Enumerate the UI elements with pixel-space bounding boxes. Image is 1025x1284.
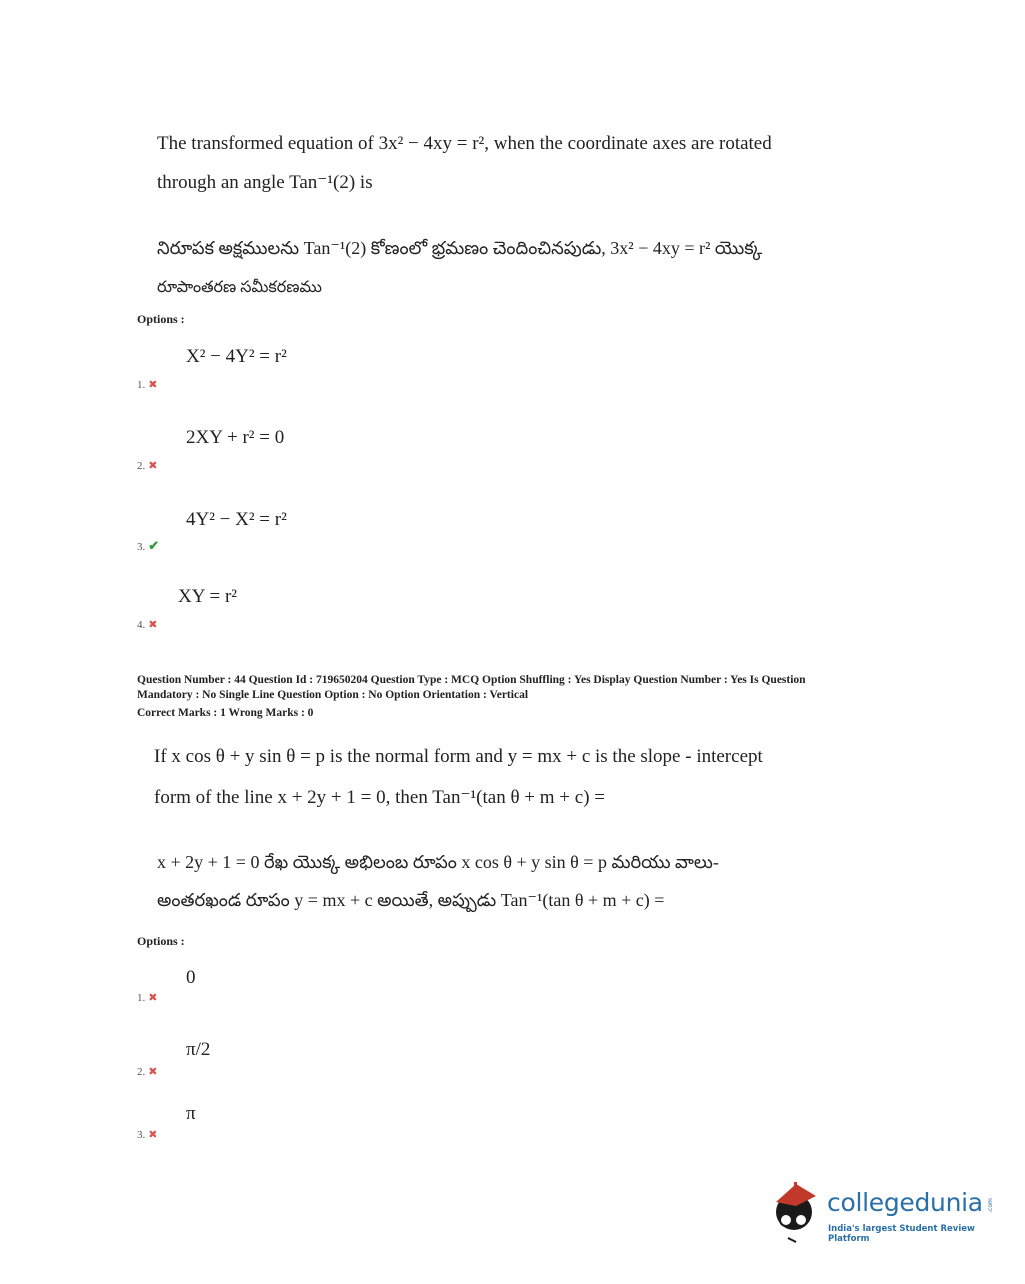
question-43-line-1: The transformed equation of 3x² − 4xy = r², when the coordinate axes are rotated — [157, 133, 772, 154]
question-44-line-1: If x cos θ + y sin θ = p is the normal form and y = mx + c is the slope - intercept — [154, 746, 763, 767]
q43-option-3[interactable] — [137, 538, 159, 554]
q43-option-1[interactable] — [137, 378, 157, 391]
q43-option-2[interactable] — [137, 459, 157, 472]
option-number: 1. — [137, 992, 146, 1004]
mascot-icon — [766, 1176, 826, 1246]
question-43-text-en — [157, 124, 877, 202]
question-44-meta — [137, 673, 897, 721]
wrong-icon: ✖ — [148, 460, 158, 472]
question-44-te-line-2: అంతరఖండ రూపం y = mx + c అయితే, అప్పుడు Tan⁻¹(tan θ + m + c) = — [157, 890, 665, 910]
brand-name: collegedunia — [827, 1188, 983, 1217]
options-label: Options : — [137, 934, 185, 948]
option-number: 2. — [137, 460, 146, 472]
brand-suffix: .com — [986, 1198, 994, 1213]
wrong-icon: ✖ — [148, 992, 158, 1004]
q44-option-3[interactable] — [137, 1128, 157, 1141]
option-number: 1. — [137, 379, 146, 391]
wrong-icon: ✖ — [148, 379, 158, 391]
q44-option-1-expr: 0 — [186, 967, 196, 988]
q43-option-3-expr: 4Y² − X² = r² — [186, 509, 287, 530]
option-number: 3. — [137, 541, 146, 553]
question-43-line-2: through an angle Tan⁻¹(2) is — [157, 172, 373, 193]
question-43-te-line-2: రూపాంతరణ సమీకరణము — [157, 279, 322, 296]
wrong-icon: ✖ — [148, 1129, 158, 1141]
question-44-text-en — [154, 736, 874, 818]
check-icon: ✔ — [148, 538, 160, 553]
marks-line: Correct Marks : 1 Wrong Marks : 0 — [137, 707, 314, 719]
question-44-text-te — [157, 843, 877, 919]
collegedunia-logo[interactable] — [766, 1176, 996, 1246]
question-44-te-line-1: x + 2y + 1 = 0 రేఖ యొక్క అభిలంబ రూపం x cos θ + y sin θ = p మరియు వాలు- — [157, 852, 719, 872]
q44-option-3-expr: π — [186, 1103, 196, 1124]
q44-option-2[interactable] — [137, 1065, 157, 1078]
q43-option-2-expr: 2XY + r² = 0 — [186, 427, 285, 448]
wrong-icon: ✖ — [148, 619, 158, 631]
option-number: 4. — [137, 619, 146, 631]
question-43-text-te — [157, 228, 877, 308]
options-label: Options : — [137, 312, 185, 326]
q44-option-2-expr: π/2 — [186, 1039, 211, 1060]
q43-option-1-expr: X² − 4Y² = r² — [186, 346, 287, 367]
meta-line-2: Mandatory : No Single Line Question Option : No Option Orientation : Vertical — [137, 689, 529, 701]
meta-line-1: Question Number : 44 Question Id : 719650204 Question Type : MCQ Option Shuffling : Yes Display Question Number : Yes Is Question — [137, 674, 806, 686]
q44-option-1[interactable] — [137, 991, 157, 1004]
option-number: 2. — [137, 1066, 146, 1078]
q43-option-4[interactable] — [137, 618, 157, 631]
question-44-line-2: form of the line x + 2y + 1 = 0, then Tan⁻¹(tan θ + m + c) = — [154, 787, 605, 808]
option-number: 3. — [137, 1129, 146, 1141]
question-43-te-line-1: నిరూపక అక్షములను Tan⁻¹(2) కోణంలో భ్రమణం చెందించినపుడు, 3x² − 4xy = r² యొక్క — [157, 238, 763, 258]
q43-option-4-expr: XY = r² — [178, 586, 237, 607]
wrong-icon: ✖ — [148, 1066, 158, 1078]
brand-tagline: India's largest Student Review Platform — [828, 1224, 975, 1244]
